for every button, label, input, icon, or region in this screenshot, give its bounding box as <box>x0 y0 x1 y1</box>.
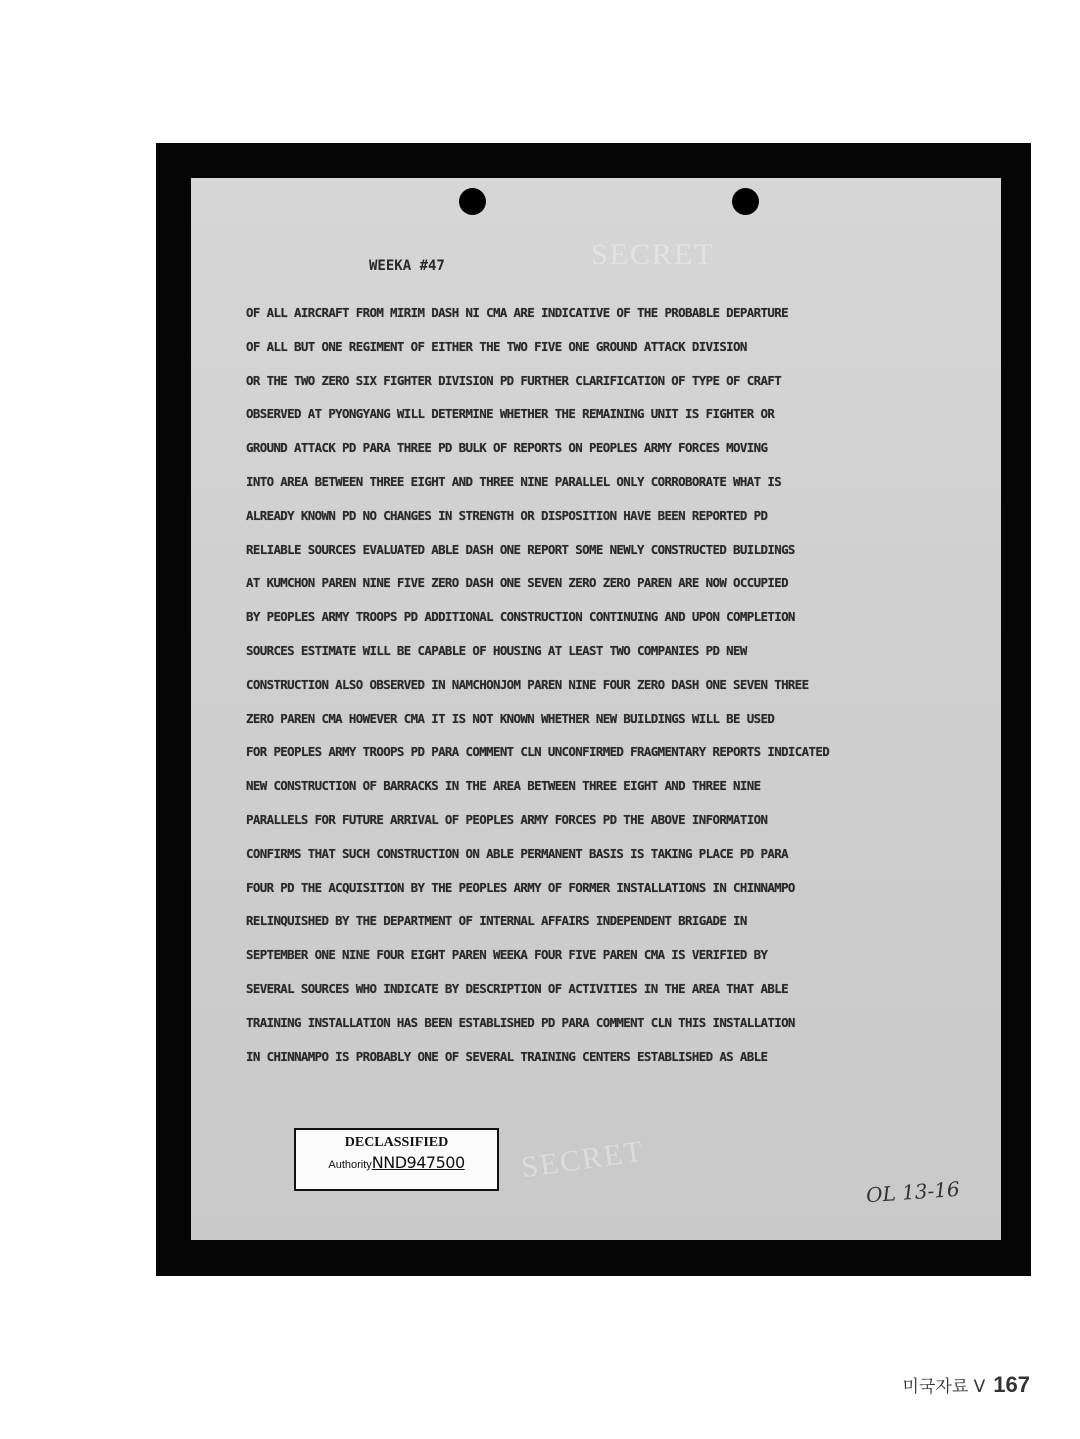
document-line: RELINQUISHED BY THE DEPARTMENT OF INTERNAL AFFAIRS INDEPENDENT BRIGADE IN <box>246 913 747 929</box>
document-line: IN CHINNAMPO IS PROBABLY ONE OF SEVERAL TRAINING CENTERS ESTABLISHED AS ABLE <box>246 1048 768 1064</box>
document-line: OF ALL BUT ONE REGIMENT OF EITHER THE TWO FIVE ONE GROUND ATTACK DIVISION <box>246 338 747 354</box>
document-line: AT KUMCHON PAREN NINE FIVE ZERO DASH ONE SEVEN ZERO ZERO PAREN ARE NOW OCCUPIED <box>246 575 788 591</box>
document-line: SEPTEMBER ONE NINE FOUR EIGHT PAREN WEEKA FOUR FIVE PAREN CMA IS VERIFIED BY <box>246 947 768 963</box>
authority-row <box>296 1153 497 1172</box>
document-line: ALREADY KNOWN PD NO CHANGES IN STRENGTH OR DISPOSITION HAVE BEEN REPORTED PD <box>246 507 768 523</box>
document-line: ZERO PAREN CMA HOWEVER CMA IT IS NOT KNOWN WHETHER NEW BUILDINGS WILL BE USED <box>246 710 775 726</box>
document-line: NEW CONSTRUCTION OF BARRACKS IN THE AREA BETWEEN THREE EIGHT AND THREE NINE <box>246 778 761 794</box>
document-line: OBSERVED AT PYONGYANG WILL DETERMINE WHETHER THE REMAINING UNIT IS FIGHTER OR <box>246 406 775 422</box>
document-line: GROUND ATTACK PD PARA THREE PD BULK OF REPORTS ON PEOPLES ARMY FORCES MOVING <box>246 440 768 456</box>
document-line: RELIABLE SOURCES EVALUATED ABLE DASH ONE REPORT SOME NEWLY CONSTRUCTED BUILDINGS <box>246 541 795 557</box>
punch-hole <box>732 188 759 215</box>
document-line: PARALLELS FOR FUTURE ARRIVAL OF PEOPLES ARMY FORCES PD THE ABOVE INFORMATION <box>246 811 768 827</box>
document-line: CONSTRUCTION ALSO OBSERVED IN NAMCHONJOM PAREN NINE FOUR ZERO DASH ONE SEVEN THREE <box>246 676 809 692</box>
document-line: BY PEOPLES ARMY TROOPS PD ADDITIONAL CONSTRUCTION CONTINUING AND UPON COMPLETION <box>246 609 795 625</box>
document-body <box>246 303 986 1080</box>
document-photo <box>156 143 1031 1276</box>
authority-value: NND947500 <box>371 1153 465 1172</box>
document-line: SEVERAL SOURCES WHO INDICATE BY DESCRIPTION OF ACTIVITIES IN THE AREA THAT ABLE <box>246 980 788 996</box>
authority-label: Authority <box>328 1159 372 1171</box>
footer-page-number: 167 <box>993 1372 1030 1397</box>
secret-watermark-bottom: SECRET <box>519 1134 647 1185</box>
document-line: CONFIRMS THAT SUCH CONSTRUCTION ON ABLE PERMANENT BASIS IS TAKING PLACE PD PARA <box>246 845 788 861</box>
declassified-title: DECLASSIFIED <box>344 1135 449 1150</box>
page-footer <box>903 1372 1030 1398</box>
handwritten-note: OL 13-16 <box>865 1176 961 1208</box>
document-line: OF ALL AIRCRAFT FROM MIRIM DASH NI CMA ARE INDICATIVE OF THE PROBABLE DEPARTURE <box>246 305 788 320</box>
document-line: FOUR PD THE ACQUISITION BY THE PEOPLES ARMY OF FORMER INSTALLATIONS IN CHINNAMPO <box>246 879 795 895</box>
document-line: FOR PEOPLES ARMY TROOPS PD PARA COMMENT CLN UNCONFIRMED FRAGMENTARY REPORTS INDICATED <box>246 744 830 760</box>
document-reference: WEEKA #47 <box>369 258 445 274</box>
footer-section-title: 미국자료 V <box>902 1377 986 1397</box>
document-line: SOURCES ESTIMATE WILL BE CAPABLE OF HOUSING AT LEAST TWO COMPANIES PD NEW <box>246 642 747 658</box>
document-page <box>191 178 1001 1240</box>
punch-hole <box>459 188 486 215</box>
secret-watermark-top: SECRET <box>591 238 715 271</box>
declassified-stamp <box>294 1128 499 1191</box>
document-line: INTO AREA BETWEEN THREE EIGHT AND THREE NINE PARALLEL ONLY CORROBORATE WHAT IS <box>246 473 782 489</box>
document-line: OR THE TWO ZERO SIX FIGHTER DIVISION PD FURTHER CLARIFICATION OF TYPE OF CRAFT <box>246 372 782 388</box>
document-line: TRAINING INSTALLATION HAS BEEN ESTABLISHED PD PARA COMMENT CLN THIS INSTALLATION <box>246 1014 795 1030</box>
